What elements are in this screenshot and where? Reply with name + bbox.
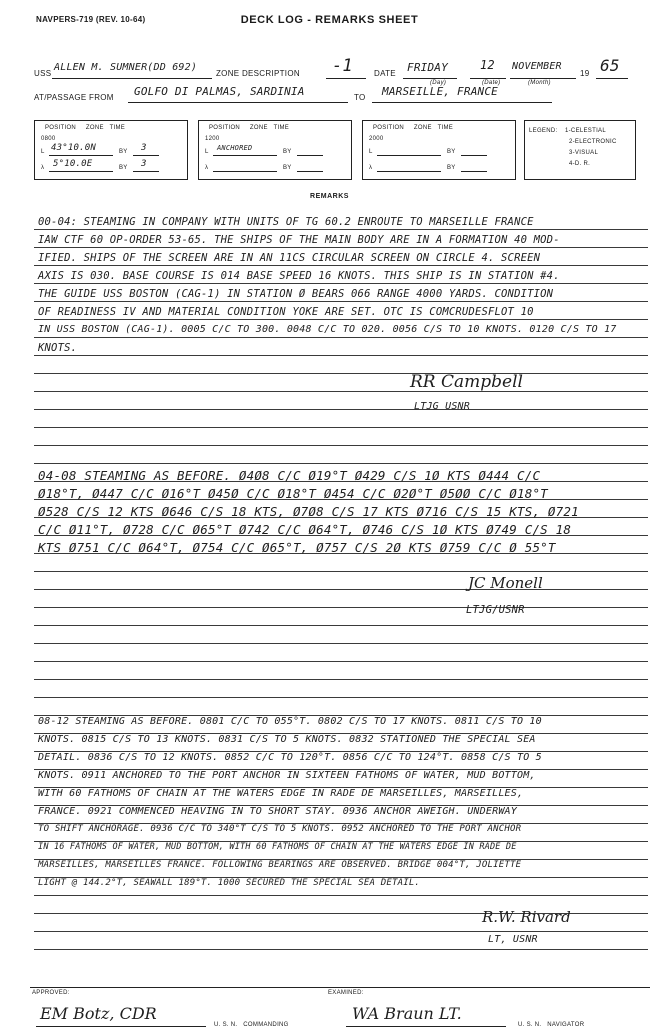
year-prefix: 19 <box>580 69 590 78</box>
officer-signature: JC Monell <box>468 574 543 592</box>
longitude-label: λ <box>41 165 45 171</box>
remark-line: WITH 60 FATHOMS OF CHAIN AT THE WATERS EDGE IN RADE DE MARSEILLES, MARSEILLES, <box>38 788 524 799</box>
longitude-value: 5°10.0E <box>53 159 93 169</box>
remark-line: IN USS BOSTON (CAG-1). 0005 C/C TO 300. 0048 C/C TO 020. 0056 C/S TO 10 KNOTS. 0120 C/S TO 17 <box>38 324 617 335</box>
ruled-line <box>34 337 648 338</box>
ruled-line <box>34 607 648 608</box>
passage-to-label: TO <box>354 93 366 102</box>
remark-line: KNOTS. <box>38 342 78 354</box>
date-label: DATE <box>374 69 396 78</box>
day-field <box>403 60 457 79</box>
ruled-line <box>34 265 648 266</box>
approved-signature: EM Botz, CDR <box>40 1004 157 1023</box>
examined-label: EXAMINED: <box>328 990 364 996</box>
ruled-line <box>34 445 648 446</box>
legend-item: 2-ELECTRONIC <box>569 139 617 145</box>
remark-line: KTS Ø751 C/C Ø64°T, Ø754 C/C Ø65°T, Ø757 C/S 2Ø KTS Ø759 C/C Ø 55°T <box>38 540 556 555</box>
legend-item: 1-CELESTIAL <box>565 128 606 134</box>
latitude-by-field <box>297 143 323 156</box>
position-time: 0800 <box>41 136 56 142</box>
ruled-line <box>34 643 648 644</box>
latitude-label: L <box>41 149 45 155</box>
passage-from-field <box>128 84 348 103</box>
ruled-line <box>34 409 648 410</box>
approved-signature-line <box>36 1026 206 1027</box>
longitude-by-label: BY <box>283 165 292 171</box>
position-header: POSITION ZONE TIME <box>373 125 454 131</box>
passage-to-field <box>372 84 552 103</box>
ruled-line <box>34 949 648 950</box>
latitude-by-label: BY <box>447 149 456 155</box>
ship-name: ALLEN M. SUMNER(DD 692) <box>54 62 198 73</box>
form-number: NAVPERS-719 (REV. 10-64) <box>36 15 146 24</box>
uss-label: USS <box>34 69 52 78</box>
ship-name-field <box>52 60 212 79</box>
remark-line: TO SHIFT ANCHORAGE. 0936 C/C TO 340°T C/S TO 5 KNOTS. 0952 ANCHORED TO THE PORT ANCHOR <box>38 824 522 834</box>
position-box-1200 <box>198 120 352 180</box>
remark-line: LIGHT @ 144.2°T, SEAWALL 189°T. 1000 SECURED THE SPECIAL SEA DETAIL. <box>38 878 421 888</box>
latitude-label: L <box>205 149 209 155</box>
ruled-line <box>34 661 648 662</box>
year-field <box>596 58 628 79</box>
latitude-label: L <box>369 149 373 155</box>
remark-line: 08-12 STEAMING AS BEFORE. 0801 C/C TO 055°T. 0802 C/S TO 17 KNOTS. 0811 C/S TO 10 <box>38 716 542 727</box>
day-number: 12 <box>480 58 495 72</box>
approved-label: APPROVED: <box>32 990 70 996</box>
remark-line: THE GUIDE USS BOSTON (CAG-1) IN STATION Ø BEARS 066 RANGE 4000 YARDS. CONDITION <box>38 288 554 300</box>
passage-from-label: AT/PASSAGE FROM <box>34 93 114 102</box>
latitude-by-field <box>461 143 487 156</box>
remark-line: KNOTS. 0911 ANCHORED TO THE PORT ANCHOR IN SIXTEEN FATHOMS OF WATER, MUD BOTTOM, <box>38 770 536 781</box>
longitude-label: λ <box>205 165 209 171</box>
ruled-line <box>34 373 648 374</box>
officer-rank: LTJG USNR <box>414 401 470 412</box>
longitude-by-field <box>133 159 159 172</box>
position-header: POSITION ZONE TIME <box>45 125 126 131</box>
longitude-field <box>213 159 277 172</box>
position-header: POSITION ZONE TIME <box>209 125 290 131</box>
remark-line: Ø528 C/S 12 KTS Ø646 C/S 18 KTS, Ø7Ø8 C/S 17 KTS Ø716 C/S 15 KTS, Ø721 <box>38 504 579 519</box>
ruled-line <box>34 625 648 626</box>
latitude-by-label: BY <box>119 149 128 155</box>
position-box-2000 <box>362 120 516 180</box>
longitude-by-label: BY <box>447 165 456 171</box>
longitude-by-field <box>297 159 323 172</box>
ruled-line <box>34 247 648 248</box>
footer-divider <box>30 987 650 988</box>
ruled-line <box>34 301 648 302</box>
remarks-heading: REMARKS <box>310 193 349 200</box>
examined-signature: WA Braun LT. <box>352 1004 462 1023</box>
passage-to: MARSEILLE, FRANCE <box>382 85 498 98</box>
remark-line: IFIED. SHIPS OF THE SCREEN ARE IN AN 11CS CIRCULAR SCREEN ON CIRCLE 4. SCREEN <box>38 252 541 264</box>
latitude-by-label: BY <box>283 149 292 155</box>
longitude-field <box>49 159 113 172</box>
ruled-line <box>34 697 648 698</box>
caption-month: (Month) <box>528 80 551 86</box>
longitude-by: 3 <box>141 159 147 169</box>
passage-from: GOLFO DI PALMAS, SARDINIA <box>134 85 305 98</box>
remark-line: Ø18°T, Ø447 C/C Ø16°T Ø45Ø C/C Ø18°T Ø454 C/C Ø2Ø°T Ø5ØØ C/C Ø18°T <box>38 486 548 501</box>
ruled-line <box>34 283 648 284</box>
day-name: FRIDAY <box>407 61 448 74</box>
remark-line: IN 16 FATHOMS OF WATER, MUD BOTTOM, WITH 60 FATHOMS OF CHAIN AT THE WATERS EDGE IN RADE DE <box>38 842 517 852</box>
latitude-field <box>49 143 113 156</box>
remark-line: 04-08 STEAMING AS BEFORE. Ø4Ø8 C/C Ø19°T Ø429 C/S 1Ø KTS Ø444 C/C <box>38 468 541 483</box>
month-field <box>510 60 576 79</box>
longitude-by-label: BY <box>119 165 128 171</box>
remark-line: 00-04: STEAMING IN COMPANY WITH UNITS OF TG 60.2 ENROUTE TO MARSEILLE FRANCE <box>38 216 534 228</box>
remark-line: OF READINESS IV AND MATERIAL CONDITION YOKE ARE SET. OTC IS COMCRUDESFLOT 10 <box>38 306 534 318</box>
ruled-line <box>34 931 648 932</box>
examined-signature-line <box>346 1026 506 1027</box>
ruled-line <box>34 391 648 392</box>
ruled-line <box>34 895 648 896</box>
position-box-0800 <box>34 120 188 180</box>
officer-rank: LTJG/USNR <box>466 604 525 616</box>
latitude-value: ANCHORED <box>217 144 253 152</box>
ruled-line <box>34 463 648 464</box>
longitude-field <box>377 159 441 172</box>
ruled-line <box>34 679 648 680</box>
latitude-field <box>377 143 441 156</box>
legend-item: 4-D. R. <box>569 161 591 167</box>
date-number-field <box>470 58 506 79</box>
ruled-line <box>34 571 648 572</box>
commanding-label: U. S. N. COMMANDING <box>214 1022 289 1028</box>
ruled-line <box>34 589 648 590</box>
longitude-by-field <box>461 159 487 172</box>
position-time: 1200 <box>205 136 220 142</box>
ruled-line <box>34 229 648 230</box>
position-time: 2000 <box>369 136 384 142</box>
legend-title: LEGEND: <box>529 128 558 134</box>
legend-item: 3-VISUAL <box>569 150 599 156</box>
officer-signature: RR Campbell <box>410 372 523 392</box>
remark-line: AXIS IS 030. BASE COURSE IS 014 BASE SPEED 16 KNOTS. THIS SHIP IS IN STATION #4. <box>38 270 560 282</box>
officer-rank: LT, USNR <box>488 934 538 945</box>
ruled-line <box>34 355 648 356</box>
page-title: DECK LOG - REMARKS SHEET <box>240 14 419 26</box>
remark-line: DETAIL. 0836 C/S TO 12 KNOTS. 0852 C/C TO 120°T. 0856 C/C TO 124°T. 0858 C/S TO 5 <box>38 752 542 763</box>
remark-line: C/C Ø11°T, Ø728 C/C Ø65°T Ø742 C/C Ø64°T, Ø746 C/S 1Ø KTS Ø749 C/S 18 <box>38 522 572 537</box>
navigator-label: U. S. N. NAVIGATOR <box>518 1022 585 1028</box>
zone-field <box>326 58 366 79</box>
officer-signature: R.W. Rivard <box>482 908 571 926</box>
longitude-label: λ <box>369 165 373 171</box>
caption-date: (Date) <box>482 80 501 86</box>
zone-value: -1 <box>332 56 353 76</box>
remark-line: KNOTS. 0815 C/S TO 13 KNOTS. 0831 C/S TO 5 KNOTS. 0832 STATIONED THE SPECIAL SEA <box>38 734 536 745</box>
ruled-line <box>34 427 648 428</box>
latitude-by: 3 <box>141 143 147 153</box>
zone-description-label: ZONE DESCRIPTION <box>216 69 300 78</box>
remark-line: FRANCE. 0921 COMMENCED HEAVING IN TO SHORT STAY. 0936 ANCHOR AWEIGH. UNDERWAY <box>38 806 517 817</box>
latitude-value: 43°10.0N <box>51 143 96 153</box>
month: NOVEMBER <box>512 61 562 72</box>
latitude-field <box>213 143 277 156</box>
legend-box <box>524 120 636 180</box>
remark-line: MARSEILLES, MARSEILLES FRANCE. FOLLOWING BEARINGS ARE OBSERVED. BRIDGE 004°T, JOLIETTE <box>38 860 522 870</box>
latitude-by-field <box>133 143 159 156</box>
year-suffix: 65 <box>600 56 620 75</box>
remark-line: IAW CTF 60 OP-ORDER 53-65. THE SHIPS OF THE MAIN BODY ARE IN A FORMATION 40 MOD- <box>38 234 560 246</box>
caption-day: (Day) <box>430 80 447 86</box>
ruled-line <box>34 319 648 320</box>
